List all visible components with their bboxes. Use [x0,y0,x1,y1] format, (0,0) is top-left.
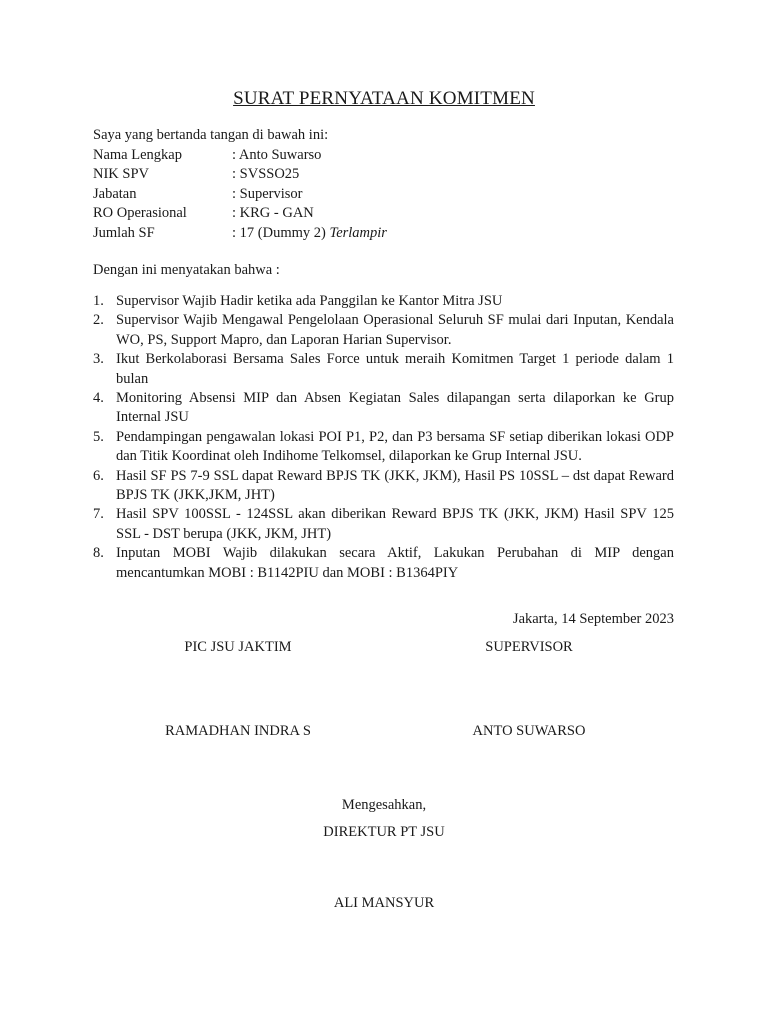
list-item: 3. Ikut Berkolaborasi Bersama Sales Force untuk meraih Komitmen Target 1 periode dalam 1 bulan [93,351,674,387]
list-item: 4. Monitoring Absensi MIP dan Absen Kegiatan Sales dilapangan serta dilaporkan ke Grup Internal JSU [93,390,674,426]
field-row [93,185,387,204]
left-signatory-name: RAMADHAN INDRA S [165,723,311,739]
left-signatory-role: PIC JSU JAKTIM [184,639,292,655]
field-value: : Anto Suwarso [232,147,322,163]
right-signatory-role: SUPERVISOR [485,639,573,655]
field-row [93,204,387,223]
field-value: : SVSSO25 [232,166,300,183]
attachment-note: Terlampir [329,224,387,241]
field-row [93,146,387,165]
approval-name: ALI MANSYUR [333,895,435,911]
field-label: Nama Lengkap [93,147,182,163]
list-item: 1. Supervisor Wajib Hadir ketika ada Panggilan ke Kantor Mitra JSU [93,293,503,309]
field-value: : Supervisor [232,185,303,202]
field-label: Jumlah SF [93,224,155,241]
field-row [93,224,387,243]
list-item: 7. Hasil SPV 100SSL - 124SSL akan diberikan Reward BPJS TK (JKK, JKM) Hasil SPV 125 SSL - DST berupa (JKK, JKM, JHT) [93,506,674,542]
list-item: 2. Supervisor Wajib Mengawal Pengelolaan Operasional Seluruh SF mulai dari Inputan, Kendala WO, PS, Support Mapro, dan Laporan Harian Supervisor. [93,312,674,348]
document-title: SURAT PERNYATAAN KOMITMEN [233,88,535,109]
field-value: : 17 (Dummy 2) Terlampir [232,224,387,241]
commitment-list [93,292,674,583]
right-signatory-name: ANTO SUWARSO [472,723,586,739]
list-item: 8. Inputan MOBI Wajib dilakukan secara Aktif, Lakukan Perubahan di MIP dengan mencantumkan MOBI : B1142PIU dan MOBI : B1364PIY [93,545,674,581]
field-label: RO Operasional [93,205,187,222]
list-item: 5. Pendampingan pengawalan lokasi POI P1, P2, dan P3 bersama SF setiap diberikan lokasi ODP dan Titik Koordinat oleh Indihome Telkomsel, dilaporkan ke Grup Internal JSU. [93,428,674,465]
list-item: 6. Hasil SF PS 7-9 SSL dapat Reward BPJS TK (JKK, JKM), Hasil PS 10SSL – dst dapat Reward BPJS TK (JKK,JKM, JHT) [93,467,674,504]
statement-text: Dengan ini menyatakan bahwa : [93,262,280,278]
place-date: Jakarta, 14 September 2023 [512,611,674,627]
approval-label: Mengesahkan, [341,797,427,813]
field-label: Jabatan [93,185,137,202]
field-row [93,165,387,184]
intro-text: Saya yang bertanda tangan di bawah ini: [93,127,329,143]
field-value: : KRG - GAN [232,205,314,222]
approval-role: DIREKTUR PT JSU [323,824,445,840]
field-label: NIK SPV [93,166,149,183]
identity-fields [93,146,387,243]
